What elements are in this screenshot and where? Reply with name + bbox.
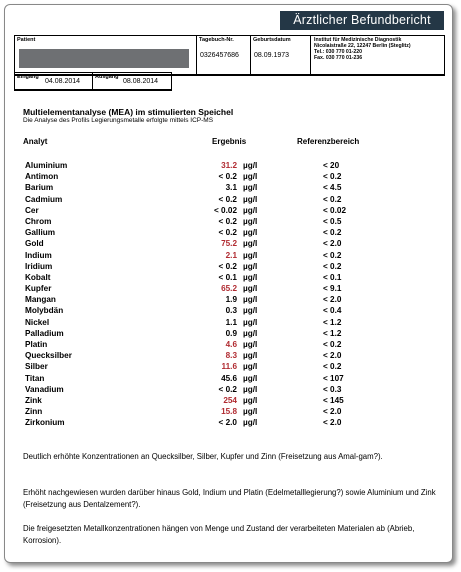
finding-paragraph: Erhöht nachgewiesen wurden darüber hinaus Gold, Indium und Platin (Edelmetalllegierung?) sowie Aluminium und Zink (Freisetzung aus Dentalzement?).	[23, 488, 436, 509]
result-value: 11.6	[221, 362, 237, 372]
analyt-name: Antimon	[25, 172, 59, 182]
reference-range: < 20	[323, 161, 340, 170]
result-unit: µg/l	[243, 418, 258, 428]
redacted-patient-name	[19, 49, 189, 68]
result-unit: µg/l	[243, 172, 258, 182]
result-value: 31.2	[221, 161, 237, 170]
reference-range: < 0.1	[323, 272, 342, 282]
reference-range: < 0.2	[323, 362, 342, 372]
table-row	[5, 194, 461, 205]
result-unit: µg/l	[243, 295, 258, 305]
table-row	[5, 160, 461, 171]
report-banner: Ärztlicher Befundbericht	[280, 11, 444, 30]
result-unit: µg/l	[243, 395, 258, 405]
result-value: < 0.1	[218, 272, 237, 282]
tagebuch-label: Tagebuch-Nr.	[199, 37, 234, 43]
institute-line: Tel.: 030 770 01-220	[314, 49, 363, 55]
reference-range: < 0.3	[323, 384, 342, 394]
institute-address	[314, 37, 411, 61]
report-sheet	[4, 4, 453, 563]
analyt-name: Aluminium	[25, 161, 68, 170]
eingang-value: 04.08.2014	[45, 78, 81, 85]
result-value: < 0.2	[218, 228, 237, 238]
reference-range: < 2.0	[323, 351, 342, 361]
result-unit: µg/l	[243, 216, 258, 226]
reference-range: < 9.1	[323, 284, 342, 294]
table-row	[5, 328, 461, 339]
result-value: < 0.02	[214, 205, 237, 215]
birthdate-value: 08.09.1973	[254, 52, 290, 59]
analyt-name: Gold	[25, 239, 44, 249]
result-unit: µg/l	[243, 384, 258, 394]
reference-range: < 2.0	[323, 239, 342, 249]
institute-line: Nicolaistraße 22, 12247 Berlin (Steglitz)	[314, 43, 411, 49]
ausgang-cell	[93, 73, 171, 89]
analyt-name: Platin	[25, 340, 48, 349]
result-value: 0.9	[225, 328, 237, 338]
result-unit: µg/l	[243, 306, 258, 316]
result-unit: µg/l	[243, 205, 258, 215]
reference-range: < 4.5	[323, 183, 342, 193]
analyt-name: Molybdän	[25, 306, 64, 316]
table-row	[5, 182, 461, 193]
table-row	[5, 305, 461, 316]
table-row	[5, 227, 461, 238]
analyt-name: Iridium	[25, 261, 53, 271]
analyt-name: Quecksilber	[25, 351, 72, 361]
dates-table	[14, 72, 172, 91]
result-unit: µg/l	[243, 161, 258, 170]
result-unit: µg/l	[243, 261, 258, 271]
result-unit: µg/l	[243, 317, 258, 327]
reference-range: < 1.2	[323, 317, 342, 327]
result-unit: µg/l	[243, 373, 258, 383]
patient-label: Patient	[17, 37, 36, 43]
institute-cell	[311, 36, 444, 74]
ausgang-label: Ausgang	[95, 74, 119, 80]
table-row	[5, 384, 461, 395]
analyt-name: Nickel	[25, 317, 50, 327]
reference-range: < 0.5	[323, 216, 342, 226]
analyt-name: Gallium	[25, 228, 56, 238]
result-value: 15.8	[221, 407, 237, 417]
reference-range: < 2.0	[323, 295, 342, 305]
result-value: 2.1	[225, 250, 237, 260]
column-header-analyt: Analyt	[23, 137, 48, 146]
result-value: < 0.2	[218, 384, 237, 394]
table-row	[5, 205, 461, 216]
table-row	[5, 395, 461, 406]
reference-range: < 0.2	[323, 261, 342, 271]
table-row	[5, 417, 461, 428]
analyt-name: Cer	[25, 205, 39, 215]
reference-range: < 2.0	[323, 418, 342, 428]
result-value: 254	[223, 395, 237, 405]
analyt-name: Kupfer	[25, 284, 52, 294]
column-header-ergebnis: Ergebnis	[212, 137, 247, 146]
tagebuch-cell	[197, 36, 251, 74]
reference-range: < 0.2	[323, 228, 342, 238]
analyt-name: Zinn	[25, 407, 43, 417]
institute-line: Institut für Medizinische Diagnostik	[314, 37, 402, 43]
result-unit: µg/l	[243, 183, 258, 193]
table-row	[5, 339, 461, 350]
analyt-name: Vanadium	[25, 384, 64, 394]
result-value: < 0.2	[218, 194, 237, 204]
result-unit: µg/l	[243, 239, 258, 249]
report-title: Multielementanalyse (MEA) im stimulierten Speichel	[23, 107, 234, 117]
analyt-name: Indium	[25, 250, 52, 260]
table-row	[5, 283, 461, 294]
table-row	[5, 317, 461, 328]
analyt-name: Palladium	[25, 328, 64, 338]
result-unit: µg/l	[243, 328, 258, 338]
analyt-name: Kobalt	[25, 272, 51, 282]
reference-range: < 0.4	[323, 306, 342, 316]
table-row	[5, 350, 461, 361]
ausgang-value: 08.08.2014	[123, 78, 159, 85]
result-unit: µg/l	[243, 250, 258, 260]
patient-cell	[15, 36, 197, 74]
table-row	[5, 171, 461, 182]
birthdate-label: Geburtsdatum	[253, 37, 291, 43]
finding-paragraph: Deutlich erhöhte Konzentrationen an Quecksilber, Silber, Kupfer und Zinn (Freisetzung aus Amal-gam?).	[23, 452, 383, 461]
report-subtitle: Die Analyse des Profils Legierungsmetalle erfolgte mittels ICP-MS	[23, 117, 214, 124]
result-value: 1.1	[225, 317, 237, 327]
result-value: < 2.0	[218, 418, 237, 428]
analyt-name: Titan	[25, 373, 45, 383]
result-unit: µg/l	[243, 407, 258, 417]
result-value: 0.3	[225, 306, 237, 316]
result-unit: µg/l	[243, 340, 258, 349]
institute-line: Fax. 030 770 01-236	[314, 55, 363, 61]
result-unit: µg/l	[243, 351, 258, 361]
analyt-name: Zink	[25, 395, 42, 405]
result-value: 8.3	[225, 351, 237, 361]
table-row	[5, 361, 461, 372]
table-row	[5, 261, 461, 272]
reference-range: < 0.2	[323, 194, 342, 204]
column-header-referenz: Referenzbereich	[297, 137, 360, 146]
reference-range: < 0.2	[323, 250, 342, 260]
result-unit: µg/l	[243, 284, 258, 294]
result-value: < 0.2	[218, 261, 237, 271]
result-unit: µg/l	[243, 228, 258, 238]
results-table	[5, 160, 461, 429]
result-unit: µg/l	[243, 194, 258, 204]
analyt-name: Silber	[25, 362, 48, 372]
eingang-cell	[15, 73, 93, 89]
patient-header-table	[14, 35, 445, 76]
result-unit: µg/l	[243, 272, 258, 282]
result-value: 1.9	[225, 295, 237, 305]
table-row	[5, 294, 461, 305]
analyt-name: Barium	[25, 183, 54, 193]
analyt-name: Zirkonium	[25, 418, 65, 428]
eingang-label: Eingang	[17, 74, 39, 80]
table-row	[5, 272, 461, 283]
table-row	[5, 238, 461, 249]
table-row	[5, 373, 461, 384]
table-row	[5, 216, 461, 227]
result-value: 45.6	[221, 373, 237, 383]
reference-range: < 107	[323, 373, 344, 383]
result-value: 3.1	[225, 183, 237, 193]
result-value: < 0.2	[218, 172, 237, 182]
result-unit: µg/l	[243, 362, 258, 372]
reference-range: < 2.0	[323, 407, 342, 417]
analyt-name: Cadmium	[25, 194, 63, 204]
result-value: < 0.2	[218, 216, 237, 226]
reference-range: < 145	[323, 395, 344, 405]
result-value: 75.2	[221, 239, 237, 249]
reference-range: < 1.2	[323, 328, 342, 338]
reference-range: < 0.02	[323, 205, 346, 215]
table-row	[5, 406, 461, 417]
analyt-name: Mangan	[25, 295, 56, 305]
finding-paragraph: Die freigesetzten Metallkonzentrationen hängen von Menge und Zustand der verarbeiteten Materialen ab (Abrieb, Korrosion).	[23, 524, 415, 545]
tagebuch-value: 0326457686	[200, 52, 239, 59]
reference-range: < 0.2	[323, 340, 342, 349]
result-value: 4.6	[225, 340, 237, 349]
reference-range: < 0.2	[323, 172, 342, 182]
result-value: 65.2	[221, 284, 237, 294]
analyt-name: Chrom	[25, 216, 52, 226]
table-row	[5, 250, 461, 261]
birthdate-cell	[251, 36, 311, 74]
